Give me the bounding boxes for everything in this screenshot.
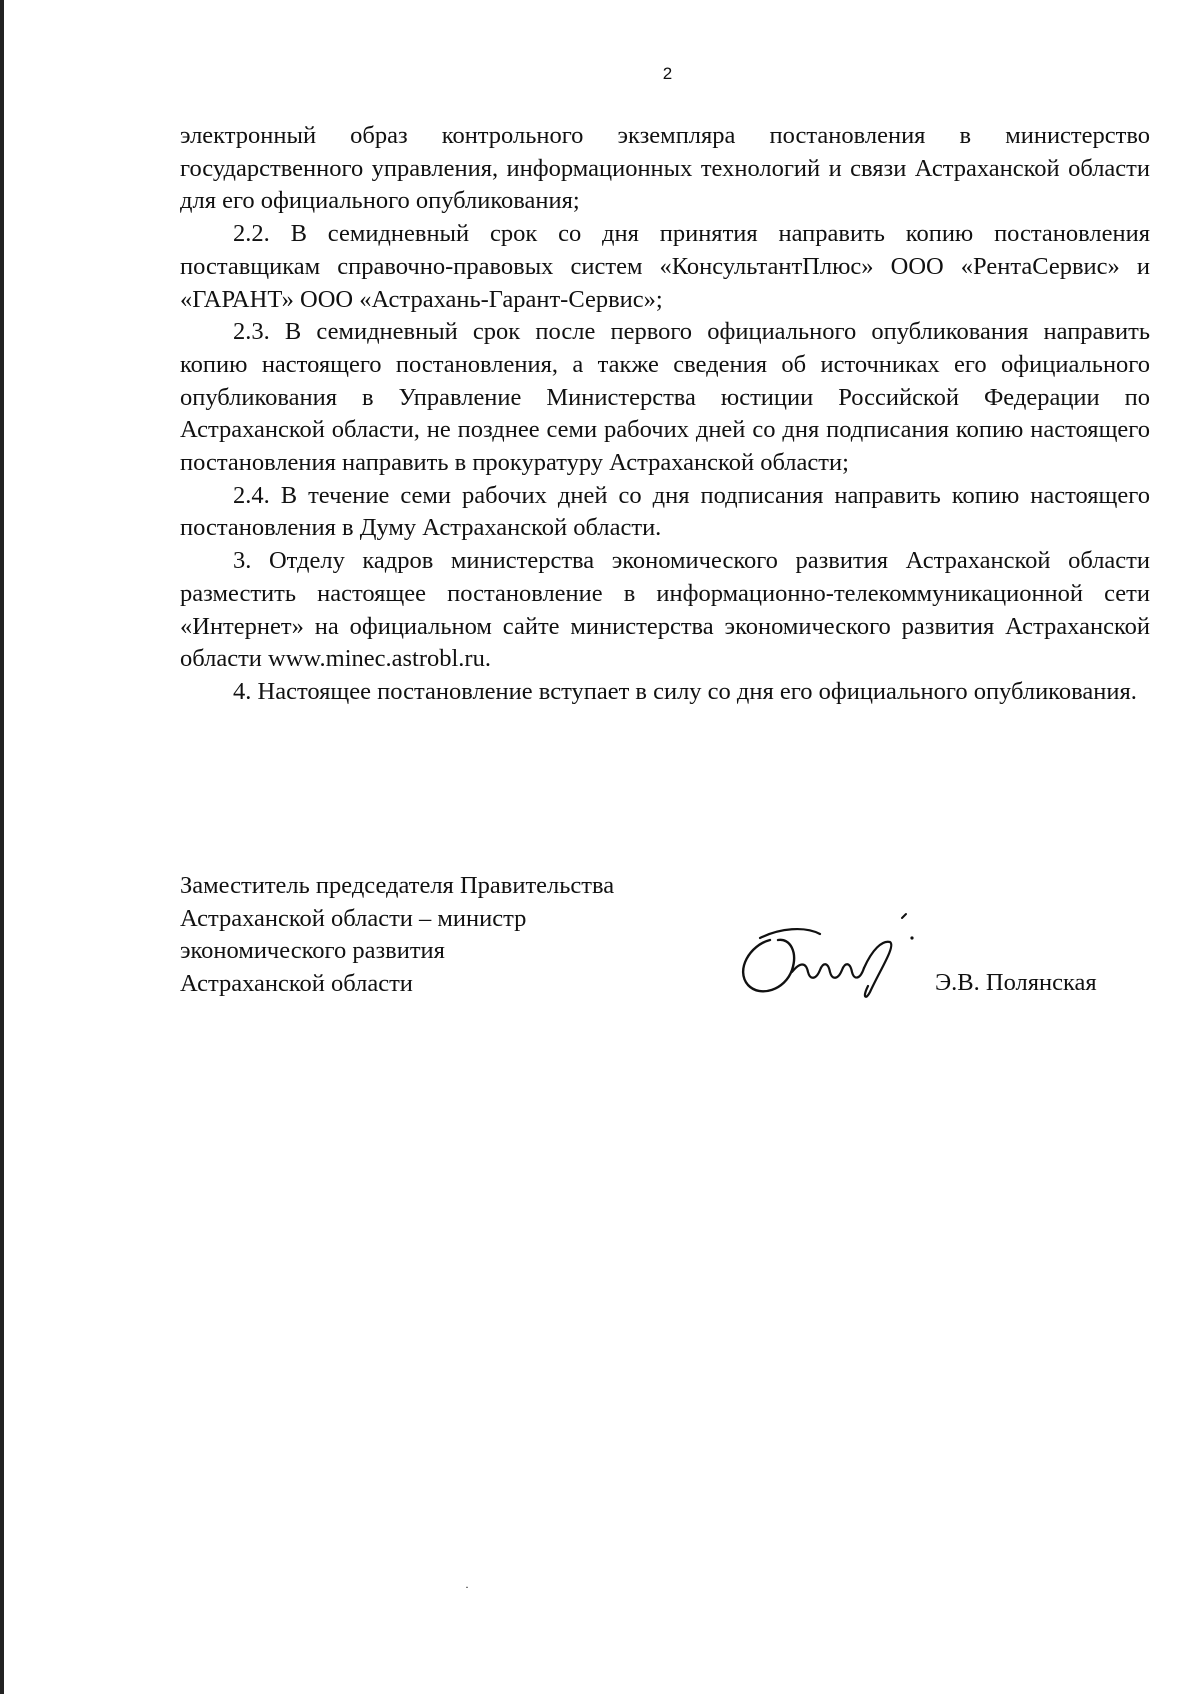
position-line: Астраханской области – министр xyxy=(180,904,527,932)
paragraph-2-3: 2.3. В семидневный срок после первого официального опубликования направить копию настоящего постановления, а также сведения об источниках его официального опубликования в Управление Министерства юстиции Российской Федерации по Астраханской области, не позднее семи рабочих дней со дня подписания копию настоящего постановления направить в прокуратуру Астраханской области; xyxy=(180,318,1150,477)
paragraph-4: 4. Настоящее постановление вступает в силу со дня его официального опубликования. xyxy=(233,677,1137,705)
signatory-name: Э.В. Полянская xyxy=(935,969,1097,996)
position-line: Заместитель председателя Правительства xyxy=(180,872,615,899)
document-body xyxy=(180,120,1150,709)
handwritten-signature xyxy=(730,900,940,1010)
paragraph-2-4: 2.4. В течение семи рабочих дней со дня подписания направить копию настоящего постановления в Думу Астраханской области. xyxy=(180,481,1150,542)
paragraph-2-2: 2.2. В семидневный срок со дня принятия направить копию постановления поставщикам справочно-правовых систем «КонсультантПлюс» ООО «РентаСервис» и «ГАРАНТ» ООО «Астрахань-Гарант-Сервис»; xyxy=(180,220,1150,313)
position-line: Астраханской области xyxy=(180,969,413,997)
paragraph-continuation: электронный образ контрольного экземпляра постановления в министерство государственного управления, информационных технологий и связи Астраханской области для его официального опубликования; xyxy=(180,122,1150,215)
position-line: экономического развития xyxy=(180,937,445,964)
scan-speck: · xyxy=(465,1580,469,1594)
signatory-position xyxy=(180,870,700,1000)
scan-edge xyxy=(0,0,4,1694)
paragraph-3: 3. Отделу кадров министерства экономического развития Астраханской области разместить настоящее постановление в информационно-телекоммуникационной сети «Интернет» на официальном сайте министерства экономического развития Астраханской области www.minec.astrobl.ru. xyxy=(180,547,1150,673)
page-number: 2 xyxy=(662,64,673,83)
